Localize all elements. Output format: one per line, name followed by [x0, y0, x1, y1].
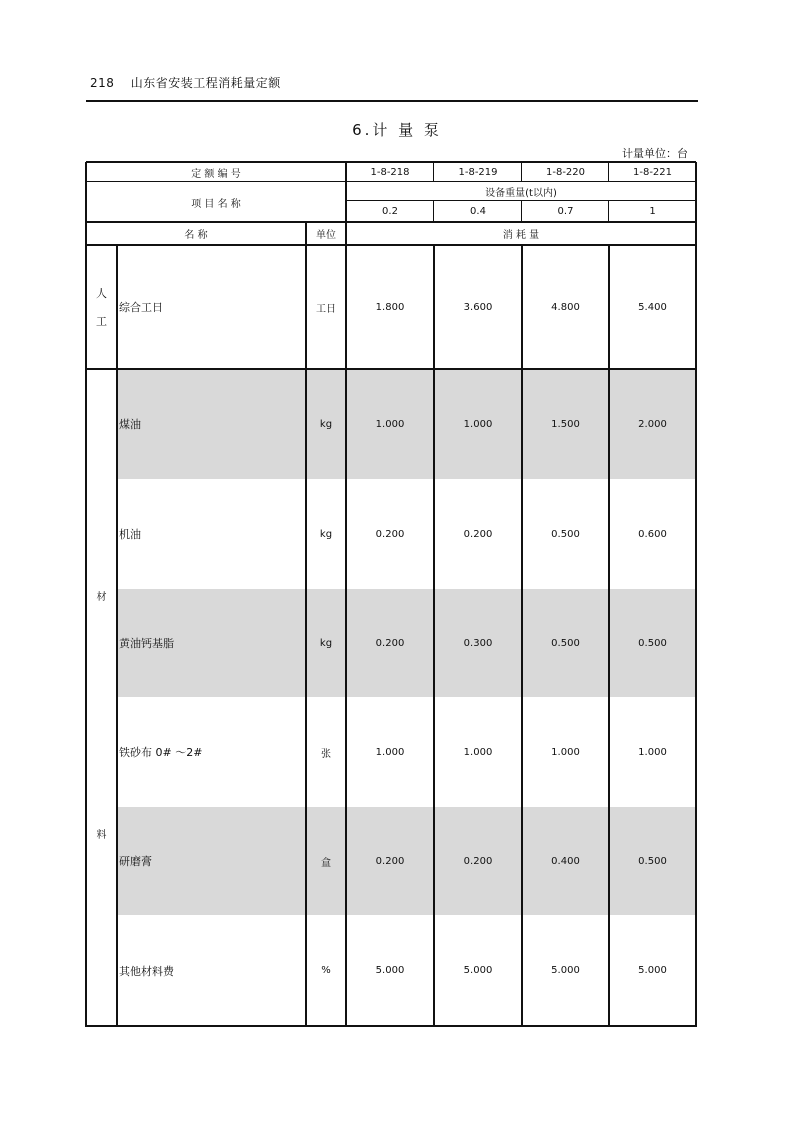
row-value: 0.500: [638, 637, 667, 649]
group-material-bottom: 料: [96, 829, 107, 841]
table-hline: [86, 181, 696, 182]
table-vline: [521, 245, 523, 1027]
row-value: 1.000: [463, 746, 493, 758]
row-unit: kg: [319, 637, 333, 649]
item-name-label: 项 目 名 称: [191, 198, 241, 210]
row-value: 1.000: [551, 746, 580, 758]
row-value: 0.500: [638, 855, 667, 867]
row-name: 综合工日: [119, 301, 163, 314]
col-name-header: 名 称: [184, 230, 208, 241]
row-value: 1.000: [375, 418, 405, 430]
row-unit: 工日: [316, 303, 336, 315]
row-value: 5.000: [375, 965, 405, 976]
table-vline: [608, 201, 609, 222]
row-value: 0.200: [375, 637, 405, 649]
table-hline: [86, 1025, 696, 1027]
page-number: 218: [90, 76, 115, 90]
row-value: 1.500: [551, 418, 580, 430]
quota-code: 1-8-219: [458, 166, 498, 178]
table-hline: [86, 221, 696, 223]
table-vline: [433, 201, 434, 222]
quota-code: 1-8-218: [370, 166, 410, 178]
table-vline: [521, 201, 522, 222]
group-labor-char: 工: [96, 315, 107, 328]
param-label: 设备重量(t以内): [485, 188, 557, 199]
param-value: 0.4: [470, 206, 486, 217]
row-name: 研磨膏: [119, 855, 152, 868]
row-name: 铁砂布 0# ～2#: [119, 746, 203, 759]
table-vline: [345, 162, 347, 1027]
row-value: 0.200: [463, 528, 493, 540]
row-name: 煤油: [119, 418, 141, 431]
row-value: 5.000: [463, 965, 493, 976]
row-unit: 张: [321, 748, 331, 760]
book-title: 山东省安装工程消耗量定额: [130, 76, 281, 90]
row-value: 0.500: [551, 637, 580, 649]
table-hline: [86, 368, 696, 370]
row-value: 0.300: [463, 637, 493, 649]
table-vline: [305, 222, 307, 1027]
row-value: 0.400: [551, 855, 580, 867]
row-name: 机油: [119, 528, 141, 541]
row-value: 5.000: [638, 965, 667, 976]
table-vline: [433, 245, 435, 1027]
param-value: 1: [649, 206, 656, 217]
quota-code-label: 定 额 编 号: [191, 168, 241, 180]
row-value: 0.200: [375, 528, 405, 540]
page-header: [90, 74, 281, 91]
row-value: 0.200: [375, 855, 405, 867]
group-material-top: 材: [96, 591, 107, 603]
table-hline: [86, 244, 696, 246]
table-vline: [608, 162, 609, 182]
group-labor: [86, 245, 117, 369]
table-vline: [695, 162, 697, 1027]
row-value: 0.200: [463, 855, 493, 867]
row-value: 3.600: [463, 301, 493, 313]
row-value: 5.000: [551, 965, 580, 976]
quota-code: 1-8-221: [632, 166, 673, 178]
row-value: 1.000: [463, 418, 493, 430]
row-value: 4.800: [551, 301, 580, 313]
col-consumption-header: 消 耗 量: [502, 230, 540, 241]
unit-note: 计量单位：台: [622, 147, 688, 160]
param-value: 0.2: [382, 206, 398, 217]
row-unit: kg: [319, 528, 333, 540]
section-title: 6.计 量 泵: [352, 121, 442, 139]
table-vline: [85, 162, 87, 1027]
row-name: 黄油钙基脂: [119, 637, 174, 650]
row-value: 0.600: [638, 528, 667, 540]
row-value: 5.400: [638, 301, 667, 313]
row-unit: %: [321, 965, 331, 976]
col-unit-header: 单位: [316, 230, 336, 241]
table-hline: [86, 161, 696, 163]
row-unit: kg: [319, 418, 333, 430]
quota-code: 1-8-220: [545, 166, 586, 178]
header-rule: [86, 100, 698, 102]
row-value: 1.800: [375, 301, 405, 313]
row-value: 1.000: [638, 746, 667, 758]
table-vline: [521, 162, 522, 182]
row-value: 0.500: [551, 528, 580, 540]
table-vline: [116, 245, 118, 1027]
group-labor-char: 人: [96, 287, 107, 300]
row-name: 其他材料费: [119, 964, 174, 978]
param-value: 0.7: [557, 206, 574, 217]
table-vline: [433, 162, 434, 182]
row-value: 2.000: [638, 418, 667, 430]
row-unit: 盒: [321, 857, 331, 869]
table-vline: [608, 245, 610, 1027]
row-value: 1.000: [375, 746, 405, 758]
